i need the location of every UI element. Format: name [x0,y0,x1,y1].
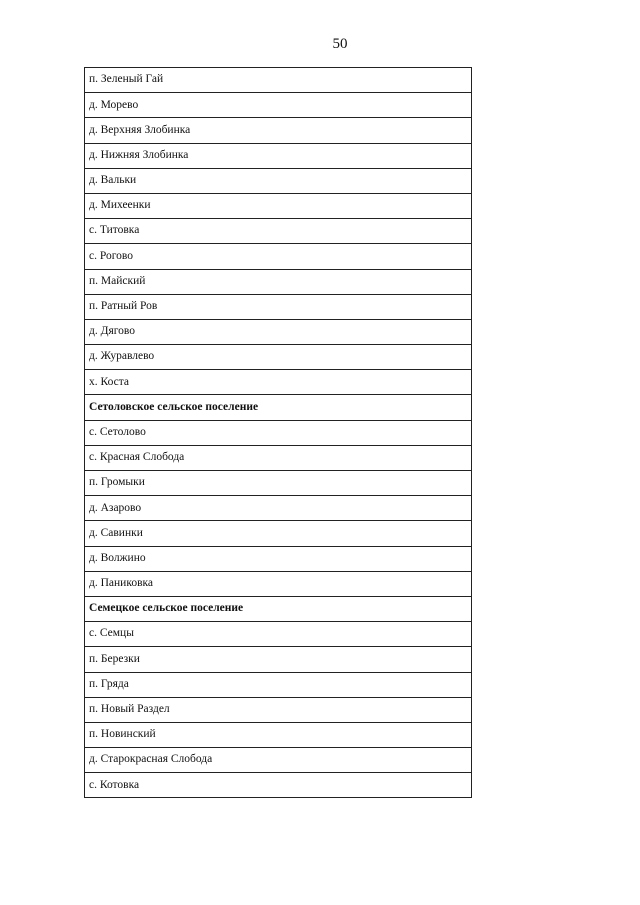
table-row: д. Верхняя Злобинка [85,118,471,143]
page-number: 50 [332,36,348,52]
table-row: с. Котовка [85,773,471,798]
table-row: д. Савинки [85,521,471,546]
table-row: д. Михеенки [85,194,471,219]
table-row: д. Дягово [85,320,471,345]
table-row: п. Новинский [85,723,471,748]
table-row: п. Ратный Ров [85,295,471,320]
table-row: п. Березки [85,647,471,672]
table-row: п. Зеленый Гай [85,68,471,93]
table-row: с. Титовка [85,219,471,244]
table-row: д. Паниковка [85,572,471,597]
table-row: п. Новый Раздел [85,698,471,723]
table-row: д. Вальки [85,169,471,194]
table-row: д. Журавлево [85,345,471,370]
table-row: с. Рогово [85,244,471,269]
table-row: д. Нижняя Злобинка [85,144,471,169]
table-row: д. Морево [85,93,471,118]
table-row: х. Коста [85,370,471,395]
table-row: с. Семцы [85,622,471,647]
settlements-table [84,67,472,798]
table-row: с. Красная Слобода [85,446,471,471]
table-row: п. Гряда [85,673,471,698]
table-row: с. Сетолово [85,421,471,446]
table-row: п. Майский [85,270,471,295]
table-row: д. Азарово [85,496,471,521]
section-header-row: Семецкое сельское поселение [85,597,471,622]
table-row: д. Старокрасная Слобода [85,748,471,773]
table-row: д. Волжино [85,547,471,572]
table-row: п. Громыки [85,471,471,496]
section-header-row: Сетоловское сельское поселение [85,395,471,420]
